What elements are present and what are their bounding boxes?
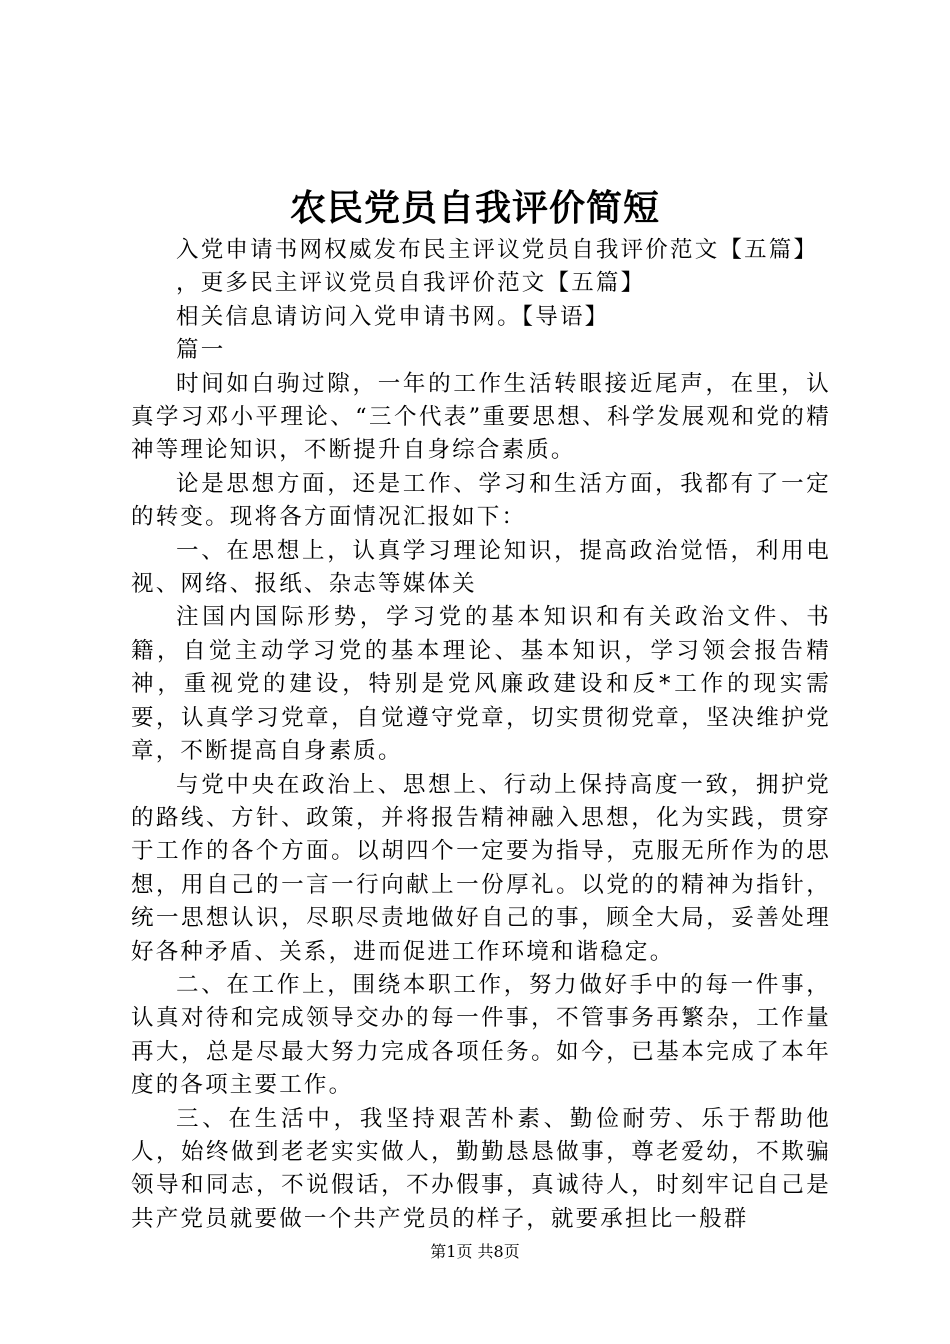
paragraph-more-link: ，更多民主评议党员自我评价范文【五篇】 — [176, 270, 646, 297]
paragraph: 论是思想方面，还是工作、学习和生活方面，我都有了一定的转变。现将各方面情况汇报如下： — [131, 470, 831, 531]
paragraph: 一、在思想上，认真学习理论知识，提高政治觉悟，利用电视、网络、报纸、杂志等媒体关 — [131, 537, 831, 598]
paragraph: 注国内国际形势，学习党的基本知识和有关政治文件、书籍，自觉主动学习党的基本理论、基本知识，学习领会报告精神，重视党的建设，特别是党风廉政建设和反*工作的现实需要，认真学习党章，自觉遵守党章，切实贯彻党章，坚决维护党章，不断提高自身素质。 — [131, 604, 831, 765]
paragraph-intro: 入党申请书网权威发布民主评议党员自我评价范文【五篇】 — [176, 237, 819, 263]
document-body — [131, 234, 831, 1236]
paragraph: 三、在生活中，我坚持艰苦朴素、勤俭耐劳、乐于帮助他人，始终做到老老实实做人，勤勤恳恳做事，尊老爱幼，不欺骗领导和同志，不说假话，不办假事，真诚待人，时刻牢记自己是共产党员就要做一个共产党员的样子，就要承担比一般群 — [131, 1105, 831, 1232]
paragraph: 二、在工作上，围绕本职工作，努力做好手中的每一件事，认真对待和完成领导交办的每一件事，不管事务再繁杂，工作量再大，总是尽最大努力完成各项任务。如今，已基本完成了本年度的各项主要工作。 — [131, 971, 831, 1099]
paragraph: 时间如白驹过隙，一年的工作生活转眼接近尾声，在里，认真学习邓小平理论、“三个代表”重要思想、科学发展观和党的精神等理论知识，不断提升自身综合素质。 — [131, 370, 831, 464]
paragraph-related-info: 相关信息请访问入党申请书网。【导语】 — [176, 303, 610, 330]
section-heading: 篇一 — [176, 337, 226, 364]
paragraph: 与党中央在政治上、思想上、行动上保持高度一致，拥护党的路线、方针、政策，并将报告精神融入思想，化为实践，贯穿于工作的各个方面。以胡四个一定要为指导，克服无所作为的思想，用自己的一言一行向献上一份厚礼。以党的的精神为指针，统一思想认识，尽职尽责地做好自己的事，顾全大局，妥善处理好各种矛盾、关系，进而促进工作环境和谐稳定。 — [131, 771, 831, 965]
page-number-footer: 第1页 共8页 — [430, 1242, 520, 1261]
document-title: 农民党员自我评价简短 — [289, 187, 660, 229]
